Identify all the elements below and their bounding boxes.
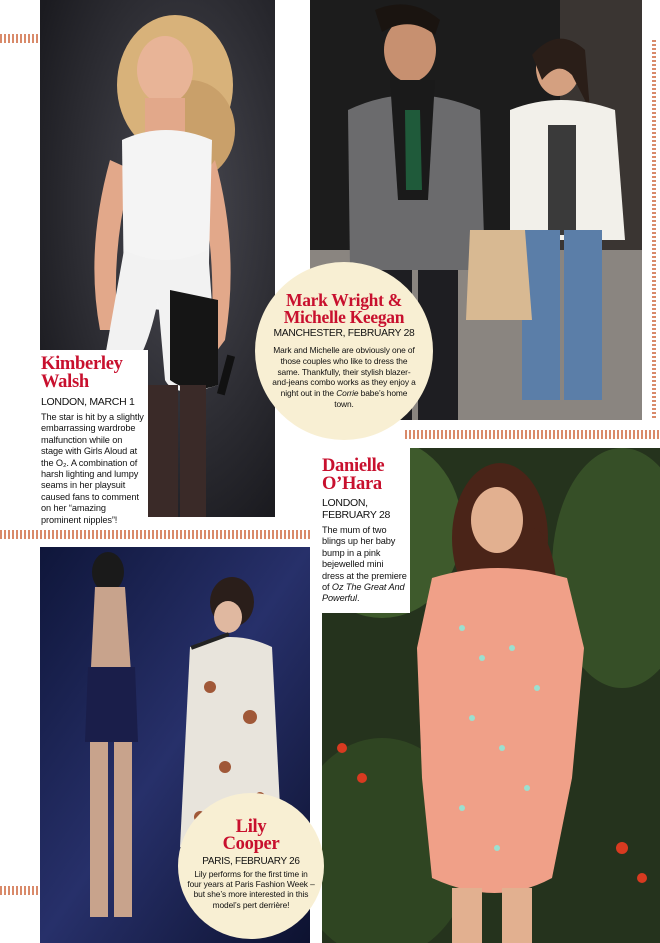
lily-cooper-location-date: PARIS, FEBRUARY 26: [202, 856, 300, 867]
danielle-ohara-caption: [318, 448, 410, 613]
danielle-ohara-body: [322, 525, 407, 605]
location-line: LONDON,: [322, 497, 368, 509]
mark-wright-michelle-keegan-caption: [255, 262, 433, 440]
kimberley-walsh-body: The star is hit by a slightly embarrassing wardrobe malfunction while on stage with Girls Aloud at the O₂. A combination of harsh lighting and lumpy seams in her playsuit caused fans to comment on her “amazing prominent nipples”!: [41, 412, 144, 525]
body-text: The mum of two blings up her baby bump in a pink bejewelled mini dress at the premiere of: [322, 525, 407, 593]
date-line: FEBRUARY 28: [322, 508, 391, 521]
decorative-stripe: [0, 886, 38, 895]
name-line: Walsh: [41, 371, 89, 392]
name-line: Michelle Keegan: [283, 307, 405, 327]
lily-cooper-body: Lily performs for the first time in four years at Paris Fashion Week – but she’s more interested in this model’s pert derrière!: [187, 869, 315, 910]
danielle-ohara-location-date: [322, 498, 390, 521]
name-line: Cooper: [222, 834, 280, 854]
lily-cooper-caption: [178, 793, 324, 939]
kimberley-walsh-location-date: LONDON, MARCH 1: [41, 396, 135, 408]
mark-wright-michelle-keegan-body: [270, 345, 418, 410]
name-line: Danielle: [322, 456, 385, 476]
name-line: O’Hara: [322, 473, 382, 494]
name-line: Lily: [235, 817, 267, 837]
decorative-stripe: [405, 430, 660, 439]
decorative-stripe: [0, 530, 310, 539]
mark-wright-michelle-keegan-location-date: MANCHESTER, FEBRUARY 28: [273, 328, 415, 339]
lily-cooper-name: [178, 819, 324, 853]
decorative-stripe: [652, 40, 656, 420]
name-line: Kimberley: [41, 354, 123, 374]
danielle-ohara-name: [322, 458, 384, 493]
mark-wright-michelle-keegan-name: [255, 292, 433, 326]
body-italic-text: Corrie: [336, 388, 359, 399]
body-text: babe’s home town.: [334, 388, 408, 409]
name-line: Mark Wright &: [285, 290, 402, 310]
body-text: .: [356, 593, 360, 604]
kimberley-walsh-caption: [36, 350, 148, 528]
body-italic-text: Oz The Great And Powerful: [322, 582, 405, 604]
kimberley-walsh-name: [41, 356, 123, 391]
body-text: Mark and Michelle are obviously one of those couples who like to dress the same. Thankfully, their stylish blazer-and-jeans combo works as they enjoy a night out in the: [272, 345, 416, 399]
decorative-stripe: [0, 34, 38, 43]
